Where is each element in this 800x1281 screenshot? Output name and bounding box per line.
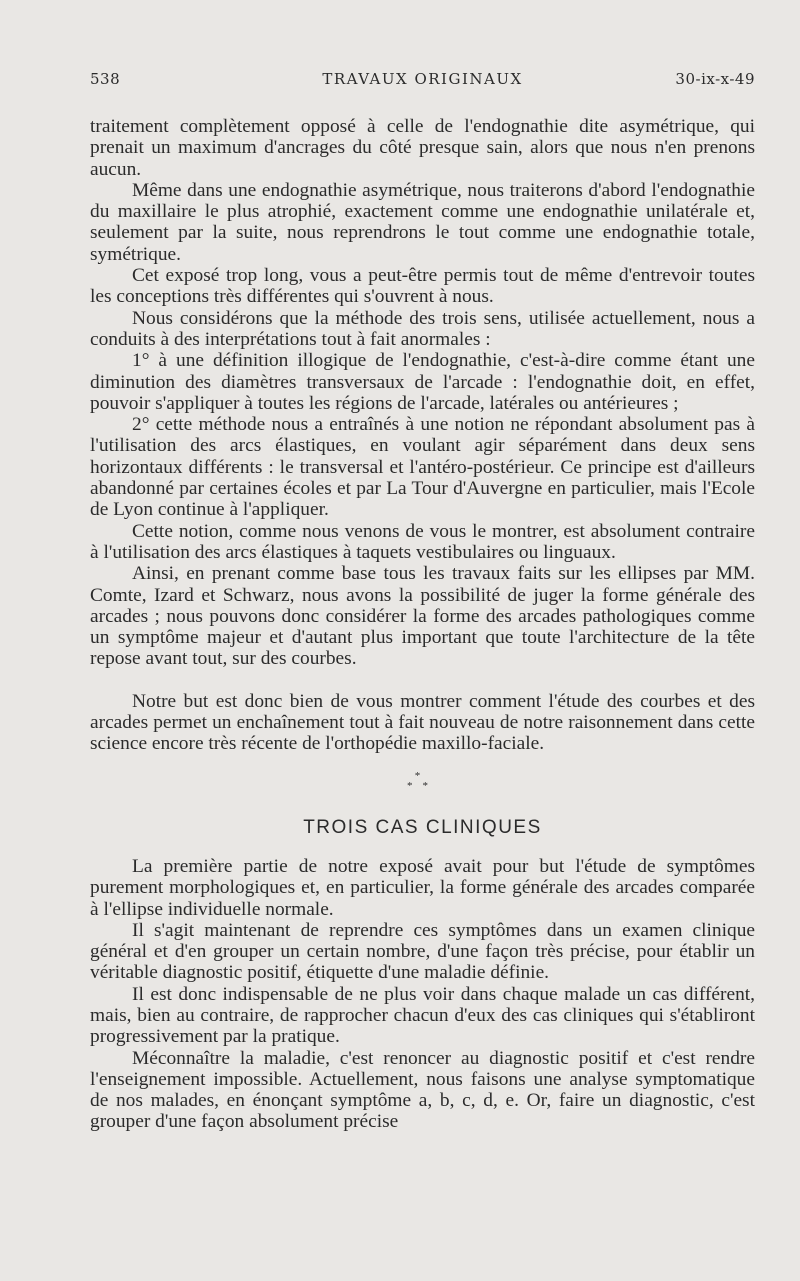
paragraph: Notre but est donc bien de vous montrer comment l'étude des courbes et des arcades permet un enchaînement tout à fait nouveau de notre raisonnement dans cette science encore très récente de l'orthopédie maxillo-faciale. [90, 690, 755, 755]
paragraph: Cet exposé trop long, vous a peut-être permis tout de même d'entrevoir toutes les conceptions très différentes qui s'ouvrent à nous. [90, 265, 755, 308]
section-heading: TROIS CAS CLINIQUES [303, 816, 542, 838]
paragraph: traitement complètement opposé à celle de l'endognathie dite asymétrique, qui prenait un maximum d'ancrages du côté presque sain, alors que nous n'en prenons aucun. [90, 116, 755, 180]
paragraph: Il s'agit maintenant de reprendre ces symptômes dans un examen clinique général et d'en grouper un certain nombre, d'une façon très précise, pour établir un véritable diagnostic positif, étiquette d'une maladie définie. [90, 919, 755, 984]
article-body [90, 116, 755, 1133]
paragraph: 1° à une définition illogique de l'endognathie, c'est-à-dire comme étant une diminution des diamètres transversaux de l'arcade : l'endognathie doit, en effet, pouvoir s'appliquer à toutes les régions de l'arcade, latérales ou antérieures ; [90, 350, 755, 414]
paragraph: 2° cette méthode nous a entraînés à une notion ne répondant absolument pas à l'utilisation des arcs élastiques, en voulant agir séparément dans deux sens horizontaux différents : le transversal et l'antéro-postérieur. Ce principe est d'ailleurs abandonné par certaines écoles et par La Tour d'Auvergne en particulier, mais l'Ecole de Lyon continue à l'appliquer. [90, 414, 755, 521]
paragraph: Nous considérons que la méthode des trois sens, utilisée actuellement, nous a conduits à des interprétations tout à fait anormales : [90, 307, 755, 350]
paragraph: Méconnaître la maladie, c'est renoncer au diagnostic positif et c'est rendre l'enseignement impossible. Actuellement, nous faisons une analyse symptomatique de nos malades, en énonçant symptôme a, b, c, d, e. Or, faire un diagnostic, c'est grouper d'une façon absolument précise [90, 1047, 755, 1133]
paragraph: Ainsi, en prenant comme base tous les travaux faits sur les ellipses par MM. Comte, Izard et Schwarz, nous avons la possibilité de juger la forme générale des arcades ; nous pouvons donc considérer la forme des arcades pathologiques comme un symptôme majeur et d'autant plus important que toute l'architecture de la tête repose avant tout, sur des courbes. [90, 563, 755, 670]
paragraph: Il est donc indispensable de ne plus voir dans chaque malade un cas différent, mais, bien au contraire, de rapprocher chacun d'eux des cas cliniques qui s'établiront progressivement par la pratique. [90, 983, 755, 1048]
paragraph: La première partie de notre exposé avait pour but l'étude de symptômes purement morphologiques et, en particulier, la forme générale des arcades comparée à l'ellipse individuelle normale. [90, 855, 755, 920]
asterism-divider: * ** [407, 769, 438, 792]
page-number: 538 [90, 70, 121, 88]
paragraph: Cette notion, comme nous venons de vous le montrer, est absolument contraire à l'utilisation des arcs élastiques à taquets vestibulaires ou linguaux. [90, 520, 755, 563]
issue-date: 30-ix-x-49 [675, 70, 755, 88]
paragraph: Même dans une endognathie asymétrique, nous traiterons d'abord l'endognathie du maxillaire le plus atrophié, exactement comme une endognathie unilatérale et, seulement par la suite, nous reprendrons le tout comme une endognathie totale, symétrique. [90, 179, 755, 265]
running-title: TRAVAUX ORIGINAUX [322, 70, 523, 88]
